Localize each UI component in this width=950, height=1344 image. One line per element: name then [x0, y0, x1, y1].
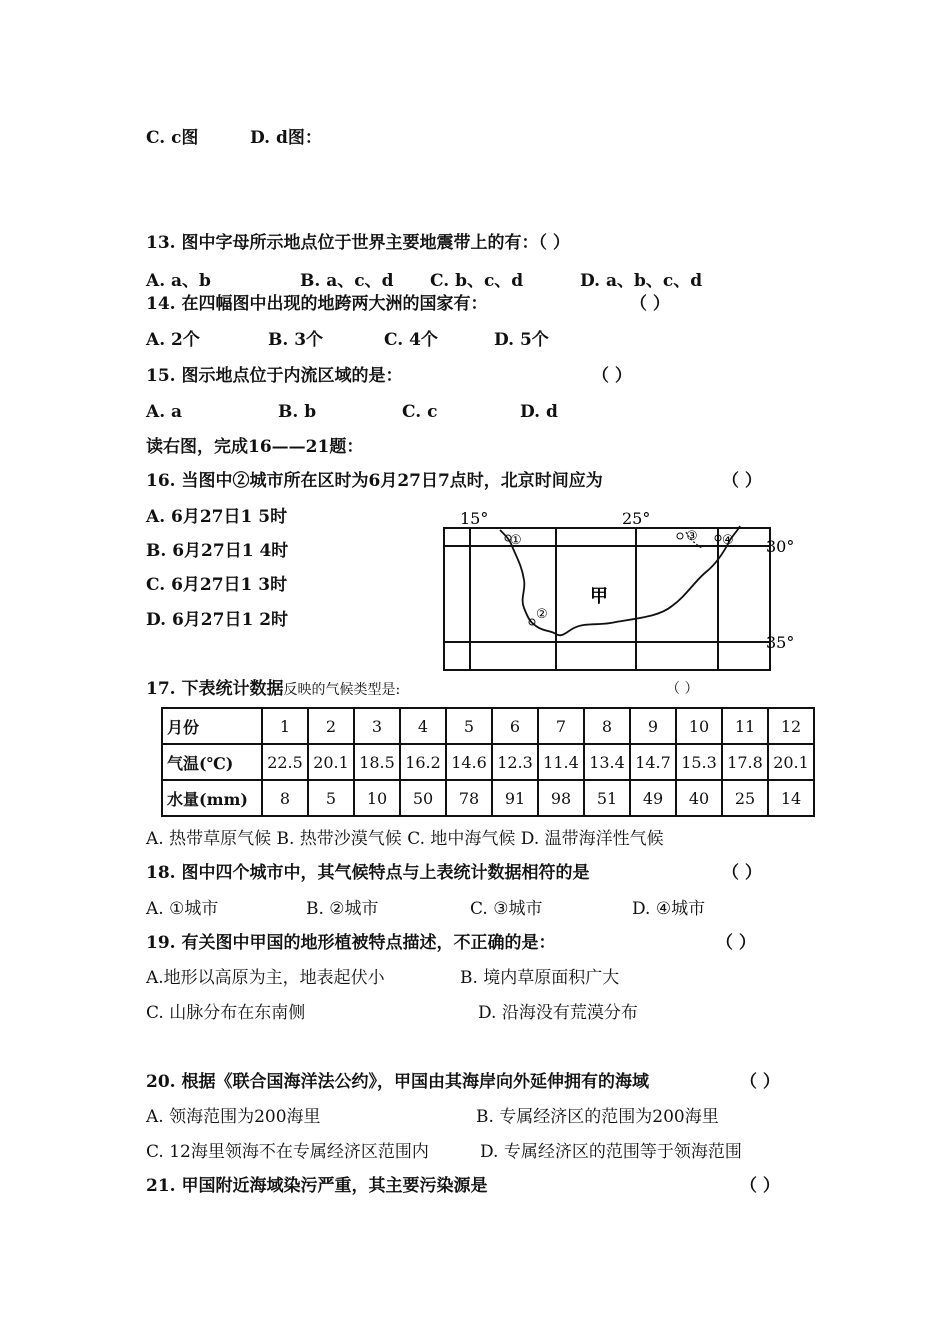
month-cell: 10: [676, 708, 722, 744]
rain-cell: 78: [446, 780, 492, 816]
q16-option-c: C. 6月27日1 3时: [146, 575, 288, 595]
section-intro: 读右图，完成16——21题：: [146, 437, 364, 457]
q14-option-b: B. 3个: [268, 330, 324, 350]
table-row-temperature: [162, 744, 814, 780]
question-13: 13. 图中字母所示地点位于世界主要地震带上的有：（ ）: [146, 233, 570, 253]
q15-option-d: D. d: [520, 402, 558, 422]
rain-cell: 14: [768, 780, 814, 816]
question-14: 14. 在四幅图中出现的地跨两大洲的国家有：: [146, 294, 488, 314]
q15-option-a: A. a: [146, 402, 183, 422]
latitude-35-label: 35°: [766, 633, 795, 652]
q13-option-b: B. a、c、d: [300, 271, 394, 291]
q17-text-rest: 反映的气候类型是:: [283, 682, 401, 698]
latitude-30-label: 30°: [766, 537, 795, 556]
q15-answer-paren: （ ）: [592, 366, 632, 386]
temp-cell: 14.6: [446, 744, 492, 780]
southern-africa-map: [440, 506, 800, 676]
temp-cell: 14.7: [630, 744, 676, 780]
rain-cell: 5: [308, 780, 354, 816]
month-cell: 6: [492, 708, 538, 744]
question-17: [146, 678, 400, 701]
q15-option-c: C. c: [402, 402, 438, 422]
temp-cell: 13.4: [584, 744, 630, 780]
rain-cell: 25: [722, 780, 768, 816]
precipitation-label: 水量(mm): [162, 780, 262, 816]
q17-options: A. 热带草原气候 B. 热带沙漠气候 C. 地中海气候 D. 温带海洋性气候: [146, 829, 664, 849]
temp-cell: 16.2: [400, 744, 446, 780]
rain-cell: 50: [400, 780, 446, 816]
month-cell: 1: [262, 708, 308, 744]
month-cell: 3: [354, 708, 400, 744]
q14-answer-paren: （ ）: [630, 294, 670, 314]
q20-option-b: B. 专属经济区的范围为200海里: [476, 1107, 719, 1127]
temp-cell: 17.8: [722, 744, 768, 780]
temp-cell: 20.1: [768, 744, 814, 780]
option-d-top: D. d图：: [250, 128, 322, 148]
q16-option-a: A. 6月27日1 5时: [146, 507, 288, 527]
city-3-label: ③: [686, 529, 698, 544]
question-21: 21. 甲国附近海域染污严重，其主要污染源是: [146, 1176, 488, 1196]
q15-option-b: B. b: [278, 402, 317, 422]
q20-option-d: D. 专属经济区的范围等于领海范围: [480, 1142, 742, 1162]
q20-answer-paren: （ ）: [740, 1072, 780, 1092]
q18-option-d: D. ④城市: [632, 899, 706, 919]
temp-cell: 18.5: [354, 744, 400, 780]
city-3-dot: [677, 533, 683, 539]
table-row-precipitation: [162, 780, 814, 816]
q14-option-d: D. 5个: [494, 330, 549, 350]
q14-option-c: C. 4个: [384, 330, 438, 350]
month-cell: 12: [768, 708, 814, 744]
q14-option-a: A. 2个: [146, 330, 200, 350]
climate-table: [161, 707, 815, 817]
rain-cell: 10: [354, 780, 400, 816]
question-18: 18. 图中四个城市中，其气候特点与上表统计数据相符的是: [146, 863, 590, 883]
q20-option-c: C. 12海里领海不在专属经济区范围内: [146, 1142, 429, 1162]
rain-cell: 40: [676, 780, 722, 816]
longitude-15-label: 15°: [460, 509, 489, 528]
longitude-25-label: 25°: [622, 509, 651, 528]
q19-answer-paren: （ ）: [716, 933, 756, 953]
q13-option-a: A. a、b: [146, 271, 211, 291]
q18-option-a: A. ①城市: [146, 899, 219, 919]
question-19: 19. 有关图中甲国的地形植被特点描述，不正确的是：: [146, 933, 556, 953]
question-15: 15. 图示地点位于内流区域的是：: [146, 366, 403, 386]
month-cell: 8: [584, 708, 630, 744]
temp-cell: 22.5: [262, 744, 308, 780]
table-row-months: [162, 708, 814, 744]
q17-answer-paren: （ ）: [666, 681, 699, 697]
city-2-label: ②: [536, 607, 548, 622]
temperature-label: 气温(℃): [162, 744, 262, 780]
temp-cell: 15.3: [676, 744, 722, 780]
q19-option-a: A.地形以高原为主，地表起伏小: [146, 968, 385, 988]
q16-option-d: D. 6月27日1 2时: [146, 610, 289, 630]
rain-cell: 98: [538, 780, 584, 816]
q19-option-b: B. 境内草原面积广大: [460, 968, 620, 988]
temp-cell: 11.4: [538, 744, 584, 780]
option-c-top: C. c图: [146, 128, 199, 148]
rain-cell: 51: [584, 780, 630, 816]
city-4-label: ④: [722, 533, 734, 548]
q13-option-c: C. b、c、d: [430, 271, 524, 291]
q20-option-a: A. 领海范围为200海里: [146, 1107, 321, 1127]
month-cell: 5: [446, 708, 492, 744]
q21-answer-paren: （ ）: [740, 1176, 780, 1196]
temp-cell: 20.1: [308, 744, 354, 780]
rain-cell: 8: [262, 780, 308, 816]
question-16: 16. 当图中②城市所在区时为6月27日7点时，北京时间应为: [146, 471, 603, 491]
question-20: 20. 根据《联合国海洋法公约》，甲国由其海岸向外延伸拥有的海域: [146, 1072, 649, 1092]
q16-option-b: B. 6月27日1 4时: [146, 541, 289, 561]
q19-option-c: C. 山脉分布在东南侧: [146, 1003, 306, 1023]
q18-answer-paren: （ ）: [722, 863, 762, 883]
q18-option-c: C. ③城市: [470, 899, 543, 919]
month-cell: 7: [538, 708, 584, 744]
q19-option-d: D. 沿海没有荒漠分布: [478, 1003, 638, 1023]
month-cell: 4: [400, 708, 446, 744]
rain-cell: 91: [492, 780, 538, 816]
q13-option-d: D. a、b、c、d: [580, 271, 703, 291]
rain-cell: 49: [630, 780, 676, 816]
city-1-label: ①: [510, 533, 522, 548]
q16-answer-paren: （ ）: [722, 471, 762, 491]
temp-cell: 12.3: [492, 744, 538, 780]
q17-text-bold: 17. 下表统计数据: [146, 679, 284, 699]
country-jia-label: 甲: [590, 586, 608, 607]
month-cell: 9: [630, 708, 676, 744]
month-cell: 11: [722, 708, 768, 744]
q18-option-b: B. ②城市: [306, 899, 379, 919]
month-cell: 2: [308, 708, 354, 744]
table-header-month: 月份: [162, 708, 262, 744]
